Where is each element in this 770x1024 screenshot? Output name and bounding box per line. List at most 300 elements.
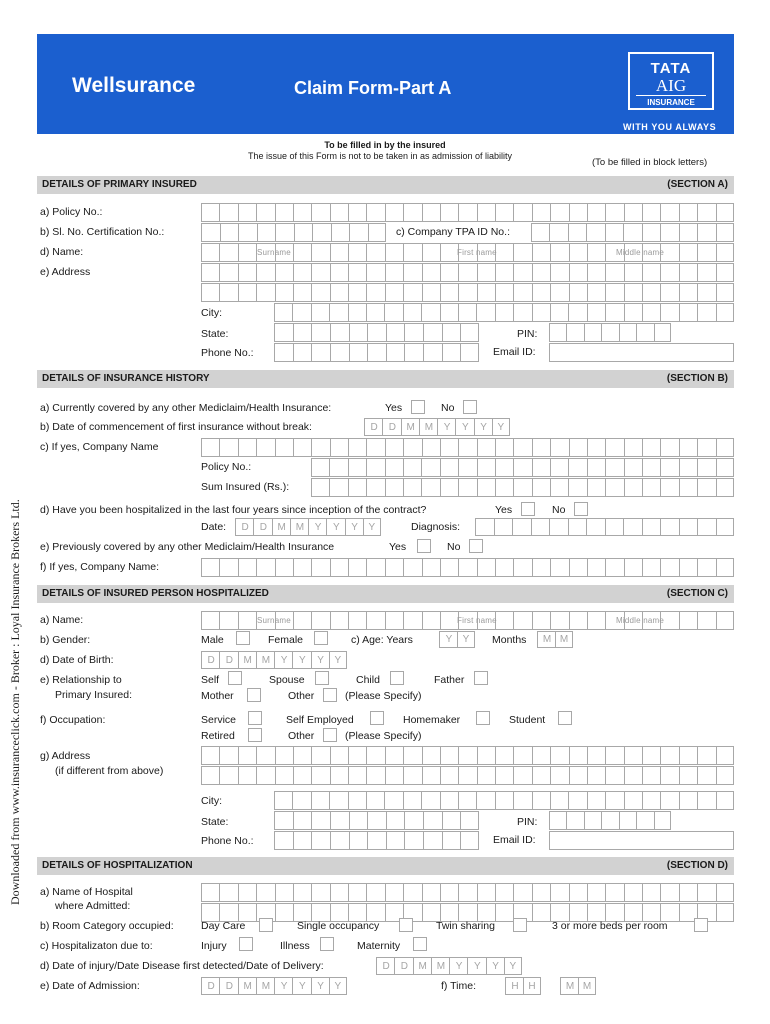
letter-cell[interactable] xyxy=(550,478,569,497)
letter-cell[interactable] xyxy=(624,766,643,785)
letter-cell[interactable] xyxy=(330,883,349,902)
letter-cell[interactable] xyxy=(716,438,734,457)
letter-cell[interactable] xyxy=(660,558,679,577)
dob-field[interactable] xyxy=(201,651,347,669)
letter-cell[interactable] xyxy=(293,343,313,362)
letter-cell[interactable] xyxy=(274,977,293,995)
letter-cell[interactable] xyxy=(330,746,349,765)
letter-cell[interactable] xyxy=(348,883,367,902)
letter-cell[interactable] xyxy=(569,243,588,262)
letter-cell[interactable] xyxy=(256,746,275,765)
letter-cell[interactable] xyxy=(532,263,551,282)
letter-cell[interactable] xyxy=(532,558,551,577)
letter-cell[interactable] xyxy=(348,203,367,222)
letter-cell[interactable] xyxy=(311,263,330,282)
letter-cell[interactable] xyxy=(697,883,716,902)
letter-cell[interactable] xyxy=(477,203,496,222)
letter-cell[interactable] xyxy=(716,303,734,322)
letter-cell[interactable] xyxy=(349,323,369,342)
letter-cell[interactable] xyxy=(458,203,477,222)
letter-cell[interactable] xyxy=(219,766,238,785)
letter-cell[interactable] xyxy=(513,263,532,282)
letter-cell[interactable] xyxy=(253,518,272,536)
letter-cell[interactable] xyxy=(458,766,477,785)
letter-cell[interactable] xyxy=(586,223,605,242)
letter-cell[interactable] xyxy=(550,263,569,282)
letter-cell[interactable] xyxy=(458,883,477,902)
letter-cell[interactable] xyxy=(413,957,432,975)
letter-cell[interactable] xyxy=(349,831,369,850)
twin-sharing-checkbox[interactable] xyxy=(513,918,527,932)
letter-cell[interactable] xyxy=(201,283,220,302)
letter-cell[interactable] xyxy=(421,791,440,810)
letter-cell[interactable] xyxy=(605,791,624,810)
letter-cell[interactable] xyxy=(238,263,257,282)
letter-cell[interactable] xyxy=(330,766,349,785)
letter-cell[interactable] xyxy=(716,223,734,242)
letter-cell[interactable] xyxy=(550,243,569,262)
letter-cell[interactable] xyxy=(537,631,556,648)
letter-cell[interactable] xyxy=(330,438,349,457)
letter-cell[interactable] xyxy=(293,323,313,342)
letter-cell[interactable] xyxy=(584,811,602,830)
letter-cell[interactable] xyxy=(238,746,257,765)
letter-cell[interactable] xyxy=(624,883,643,902)
letter-cell[interactable] xyxy=(697,263,716,282)
letter-cell[interactable] xyxy=(293,283,312,302)
letter-cell[interactable] xyxy=(366,263,385,282)
letter-cell[interactable] xyxy=(386,323,406,342)
letter-cell[interactable] xyxy=(532,791,551,810)
letter-cell[interactable] xyxy=(238,883,257,902)
letter-cell[interactable] xyxy=(513,283,532,302)
letter-cell[interactable] xyxy=(256,977,275,995)
letter-cell[interactable] xyxy=(605,458,624,477)
letter-cell[interactable] xyxy=(550,558,569,577)
letter-cell[interactable] xyxy=(513,478,532,497)
letter-cell[interactable] xyxy=(587,558,606,577)
letter-cell[interactable] xyxy=(467,957,486,975)
letter-cell[interactable] xyxy=(293,811,313,830)
letter-cell[interactable] xyxy=(421,458,440,477)
letter-cell[interactable] xyxy=(348,791,367,810)
letter-cell[interactable] xyxy=(654,811,671,830)
letter-cell[interactable] xyxy=(569,283,588,302)
letter-cell[interactable] xyxy=(660,883,679,902)
letter-cell[interactable] xyxy=(477,438,496,457)
letter-cell[interactable] xyxy=(504,957,522,975)
letter-cell[interactable] xyxy=(623,223,642,242)
relation-other-checkbox[interactable] xyxy=(323,688,337,702)
letter-cell[interactable] xyxy=(366,438,385,457)
history-policy-no-field[interactable] xyxy=(311,458,734,477)
letter-cell[interactable] xyxy=(330,203,349,222)
letter-cell[interactable] xyxy=(394,957,413,975)
letter-cell[interactable] xyxy=(311,766,330,785)
injury-date-field[interactable] xyxy=(376,957,522,975)
hospitalized-date-field[interactable] xyxy=(235,518,381,536)
letter-cell[interactable] xyxy=(679,746,698,765)
letter-cell[interactable] xyxy=(679,478,698,497)
letter-cell[interactable] xyxy=(364,418,383,436)
letter-cell[interactable] xyxy=(293,243,312,262)
letter-cell[interactable] xyxy=(330,343,350,362)
letter-cell[interactable] xyxy=(290,518,309,536)
letter-cell[interactable] xyxy=(642,791,661,810)
letter-cell[interactable] xyxy=(679,243,698,262)
letter-cell[interactable] xyxy=(366,558,385,577)
illness-checkbox[interactable] xyxy=(320,937,334,951)
letter-cell[interactable] xyxy=(275,746,294,765)
letter-cell[interactable] xyxy=(423,343,443,362)
letter-cell[interactable] xyxy=(550,746,569,765)
letter-cell[interactable] xyxy=(440,791,459,810)
letter-cell[interactable] xyxy=(403,883,422,902)
letter-cell[interactable] xyxy=(568,303,587,322)
letter-cell[interactable] xyxy=(458,438,477,457)
letter-cell[interactable] xyxy=(274,323,294,342)
address-line-2[interactable] xyxy=(201,283,734,302)
letter-cell[interactable] xyxy=(238,243,257,262)
letter-cell[interactable] xyxy=(311,746,330,765)
letter-cell[interactable] xyxy=(476,303,495,322)
letter-cell[interactable] xyxy=(219,977,238,995)
letter-cell[interactable] xyxy=(385,766,404,785)
hospitalized-yes-checkbox[interactable] xyxy=(521,502,535,516)
letter-cell[interactable] xyxy=(385,478,404,497)
letter-cell[interactable] xyxy=(679,303,698,322)
age-months-field[interactable] xyxy=(537,631,573,648)
letter-cell[interactable] xyxy=(477,263,496,282)
letter-cell[interactable] xyxy=(495,746,514,765)
letter-cell[interactable] xyxy=(495,303,514,322)
letter-cell[interactable] xyxy=(235,518,254,536)
letter-cell[interactable] xyxy=(531,223,550,242)
diagnosis-field[interactable] xyxy=(475,518,734,536)
letter-cell[interactable] xyxy=(422,611,441,630)
letter-cell[interactable] xyxy=(568,791,587,810)
letter-cell[interactable] xyxy=(624,458,643,477)
letter-cell[interactable] xyxy=(532,746,551,765)
letter-cell[interactable] xyxy=(716,746,734,765)
letter-cell[interactable] xyxy=(329,458,348,477)
letter-cell[interactable] xyxy=(587,883,606,902)
letter-cell[interactable] xyxy=(587,458,606,477)
letter-cell[interactable] xyxy=(513,611,532,630)
letter-cell[interactable] xyxy=(293,263,312,282)
letter-cell[interactable] xyxy=(660,223,679,242)
letter-cell[interactable] xyxy=(523,977,541,995)
letter-cell[interactable] xyxy=(404,343,424,362)
letter-cell[interactable] xyxy=(550,303,569,322)
letter-cell[interactable] xyxy=(513,558,532,577)
letter-cell[interactable] xyxy=(477,766,496,785)
letter-cell[interactable] xyxy=(569,203,588,222)
letter-cell[interactable] xyxy=(311,651,330,669)
letter-cell[interactable] xyxy=(532,458,551,477)
letter-cell[interactable] xyxy=(605,223,624,242)
letter-cell[interactable] xyxy=(386,811,406,830)
letter-cell[interactable] xyxy=(274,831,294,850)
letter-cell[interactable] xyxy=(660,518,680,536)
letter-cell[interactable] xyxy=(532,303,551,322)
letter-cell[interactable] xyxy=(532,478,551,497)
letter-cell[interactable] xyxy=(716,478,734,497)
letter-cell[interactable] xyxy=(256,263,275,282)
letter-cell[interactable] xyxy=(494,518,514,536)
letter-cell[interactable] xyxy=(601,811,619,830)
letter-cell[interactable] xyxy=(532,611,551,630)
letter-cell[interactable] xyxy=(679,883,698,902)
letter-cell[interactable] xyxy=(716,518,735,536)
letter-cell[interactable] xyxy=(697,223,716,242)
letter-cell[interactable] xyxy=(330,811,350,830)
letter-cell[interactable] xyxy=(293,831,313,850)
letter-cell[interactable] xyxy=(660,791,679,810)
letter-cell[interactable] xyxy=(569,263,588,282)
letter-cell[interactable] xyxy=(366,883,385,902)
service-checkbox[interactable] xyxy=(248,711,262,725)
letter-cell[interactable] xyxy=(275,203,294,222)
letter-cell[interactable] xyxy=(292,651,311,669)
letter-cell[interactable] xyxy=(660,263,679,282)
letter-cell[interactable] xyxy=(238,977,257,995)
letter-cell[interactable] xyxy=(422,263,441,282)
letter-cell[interactable] xyxy=(311,303,330,322)
letter-cell[interactable] xyxy=(449,957,468,975)
letter-cell[interactable] xyxy=(624,283,643,302)
letter-cell[interactable] xyxy=(495,791,514,810)
letter-cell[interactable] xyxy=(201,438,220,457)
letter-cell[interactable] xyxy=(366,746,385,765)
letter-cell[interactable] xyxy=(368,223,387,242)
letter-cell[interactable] xyxy=(421,303,440,322)
letter-cell[interactable] xyxy=(697,791,716,810)
letter-cell[interactable] xyxy=(363,518,381,536)
patient-city-field[interactable] xyxy=(274,791,734,810)
letter-cell[interactable] xyxy=(492,418,510,436)
letter-cell[interactable] xyxy=(345,518,364,536)
letter-cell[interactable] xyxy=(330,263,349,282)
letter-cell[interactable] xyxy=(532,283,551,302)
letter-cell[interactable] xyxy=(403,283,422,302)
letter-cell[interactable] xyxy=(311,323,331,342)
letter-cell[interactable] xyxy=(642,283,661,302)
letter-cell[interactable] xyxy=(329,651,347,669)
letter-cell[interactable] xyxy=(349,343,369,362)
letter-cell[interactable] xyxy=(477,883,496,902)
letter-cell[interactable] xyxy=(238,203,257,222)
letter-cell[interactable] xyxy=(532,438,551,457)
self-employed-checkbox[interactable] xyxy=(370,711,384,725)
letter-cell[interactable] xyxy=(220,223,240,242)
letter-cell[interactable] xyxy=(512,518,532,536)
letter-cell[interactable] xyxy=(238,438,257,457)
letter-cell[interactable] xyxy=(238,283,257,302)
letter-cell[interactable] xyxy=(404,811,424,830)
letter-cell[interactable] xyxy=(513,746,532,765)
letter-cell[interactable] xyxy=(569,611,588,630)
letter-cell[interactable] xyxy=(550,283,569,302)
letter-cell[interactable] xyxy=(460,831,479,850)
letter-cell[interactable] xyxy=(219,883,238,902)
letter-cell[interactable] xyxy=(403,203,422,222)
letter-cell[interactable] xyxy=(422,203,441,222)
letter-cell[interactable] xyxy=(275,766,294,785)
letter-cell[interactable] xyxy=(293,611,312,630)
letter-cell[interactable] xyxy=(566,323,584,342)
letter-cell[interactable] xyxy=(403,458,422,477)
letter-cell[interactable] xyxy=(587,791,606,810)
letter-cell[interactable] xyxy=(587,283,606,302)
letter-cell[interactable] xyxy=(505,977,524,995)
letter-cell[interactable] xyxy=(440,558,459,577)
previous-company-field[interactable] xyxy=(201,558,734,577)
letter-cell[interactable] xyxy=(292,791,311,810)
letter-cell[interactable] xyxy=(219,438,238,457)
letter-cell[interactable] xyxy=(329,303,348,322)
letter-cell[interactable] xyxy=(586,518,606,536)
letter-cell[interactable] xyxy=(382,418,401,436)
letter-cell[interactable] xyxy=(679,458,698,477)
letter-cell[interactable] xyxy=(311,831,331,850)
letter-cell[interactable] xyxy=(716,883,734,902)
letter-cell[interactable] xyxy=(532,883,551,902)
letter-cell[interactable] xyxy=(385,611,404,630)
letter-cell[interactable] xyxy=(201,746,220,765)
letter-cell[interactable] xyxy=(256,438,275,457)
letter-cell[interactable] xyxy=(458,478,477,497)
letter-cell[interactable] xyxy=(256,203,275,222)
letter-cell[interactable] xyxy=(568,223,587,242)
letter-cell[interactable] xyxy=(697,518,717,536)
letter-cell[interactable] xyxy=(697,303,716,322)
letter-cell[interactable] xyxy=(422,883,441,902)
letter-cell[interactable] xyxy=(642,263,661,282)
letter-cell[interactable] xyxy=(605,263,624,282)
letter-cell[interactable] xyxy=(440,766,459,785)
letter-cell[interactable] xyxy=(385,458,404,477)
letter-cell[interactable] xyxy=(679,438,698,457)
letter-cell[interactable] xyxy=(404,323,424,342)
letter-cell[interactable] xyxy=(238,766,257,785)
letter-cell[interactable] xyxy=(716,558,734,577)
letter-cell[interactable] xyxy=(549,518,569,536)
letter-cell[interactable] xyxy=(495,766,514,785)
letter-cell[interactable] xyxy=(440,458,459,477)
letter-cell[interactable] xyxy=(256,558,275,577)
letter-cell[interactable] xyxy=(439,631,458,648)
letter-cell[interactable] xyxy=(348,458,367,477)
letter-cell[interactable] xyxy=(605,883,624,902)
letter-cell[interactable] xyxy=(642,558,661,577)
letter-cell[interactable] xyxy=(495,478,514,497)
spouse-checkbox[interactable] xyxy=(315,671,329,685)
letter-cell[interactable] xyxy=(532,203,551,222)
commencement-date-field[interactable] xyxy=(364,418,510,436)
pin-field[interactable] xyxy=(549,323,671,342)
letter-cell[interactable] xyxy=(636,323,654,342)
letter-cell[interactable] xyxy=(550,766,569,785)
letter-cell[interactable] xyxy=(256,766,275,785)
letter-cell[interactable] xyxy=(455,418,474,436)
letter-cell[interactable] xyxy=(238,223,258,242)
letter-cell[interactable] xyxy=(513,203,532,222)
letter-cell[interactable] xyxy=(367,343,387,362)
letter-cell[interactable] xyxy=(366,766,385,785)
previous-cover-yes-checkbox[interactable] xyxy=(417,539,431,553)
letter-cell[interactable] xyxy=(568,458,587,477)
letter-cell[interactable] xyxy=(423,831,443,850)
letter-cell[interactable] xyxy=(532,766,551,785)
letter-cell[interactable] xyxy=(311,438,330,457)
letter-cell[interactable] xyxy=(716,263,734,282)
letter-cell[interactable] xyxy=(274,343,294,362)
letter-cell[interactable] xyxy=(532,903,551,922)
letter-cell[interactable] xyxy=(587,303,606,322)
letter-cell[interactable] xyxy=(311,611,330,630)
letter-cell[interactable] xyxy=(660,283,679,302)
letter-cell[interactable] xyxy=(440,883,459,902)
letter-cell[interactable] xyxy=(201,611,220,630)
admission-date-field[interactable] xyxy=(201,977,347,995)
letter-cell[interactable] xyxy=(457,631,475,648)
letter-cell[interactable] xyxy=(587,478,606,497)
letter-cell[interactable] xyxy=(458,791,477,810)
letter-cell[interactable] xyxy=(311,243,330,262)
letter-cell[interactable] xyxy=(201,883,220,902)
letter-cell[interactable] xyxy=(624,558,643,577)
letter-cell[interactable] xyxy=(716,243,734,262)
letter-cell[interactable] xyxy=(587,263,606,282)
letter-cell[interactable] xyxy=(330,243,349,262)
letter-cell[interactable] xyxy=(477,558,496,577)
sum-insured-field[interactable] xyxy=(311,478,734,497)
letter-cell[interactable] xyxy=(697,243,716,262)
letter-cell[interactable] xyxy=(348,478,367,497)
letter-cell[interactable] xyxy=(419,418,438,436)
letter-cell[interactable] xyxy=(403,263,422,282)
letter-cell[interactable] xyxy=(366,458,385,477)
retired-checkbox[interactable] xyxy=(248,728,262,742)
letter-cell[interactable] xyxy=(697,766,716,785)
letter-cell[interactable] xyxy=(587,766,606,785)
letter-cell[interactable] xyxy=(550,611,569,630)
letter-cell[interactable] xyxy=(219,203,238,222)
state-field[interactable] xyxy=(274,323,479,342)
letter-cell[interactable] xyxy=(219,243,238,262)
letter-cell[interactable] xyxy=(403,791,422,810)
letter-cell[interactable] xyxy=(475,518,495,536)
letter-cell[interactable] xyxy=(422,243,441,262)
tpa-id-field[interactable] xyxy=(531,223,734,242)
letter-cell[interactable] xyxy=(477,458,496,477)
letter-cell[interactable] xyxy=(679,766,698,785)
letter-cell[interactable] xyxy=(311,791,330,810)
letter-cell[interactable] xyxy=(442,323,462,342)
letter-cell[interactable] xyxy=(477,746,496,765)
letter-cell[interactable] xyxy=(716,458,734,477)
letter-cell[interactable] xyxy=(331,223,351,242)
letter-cell[interactable] xyxy=(348,243,367,262)
letter-cell[interactable] xyxy=(330,283,349,302)
letter-cell[interactable] xyxy=(404,831,424,850)
letter-cell[interactable] xyxy=(348,283,367,302)
letter-cell[interactable] xyxy=(403,303,422,322)
letter-cell[interactable] xyxy=(660,478,679,497)
letter-cell[interactable] xyxy=(642,438,661,457)
current-cover-yes-checkbox[interactable] xyxy=(411,400,425,414)
